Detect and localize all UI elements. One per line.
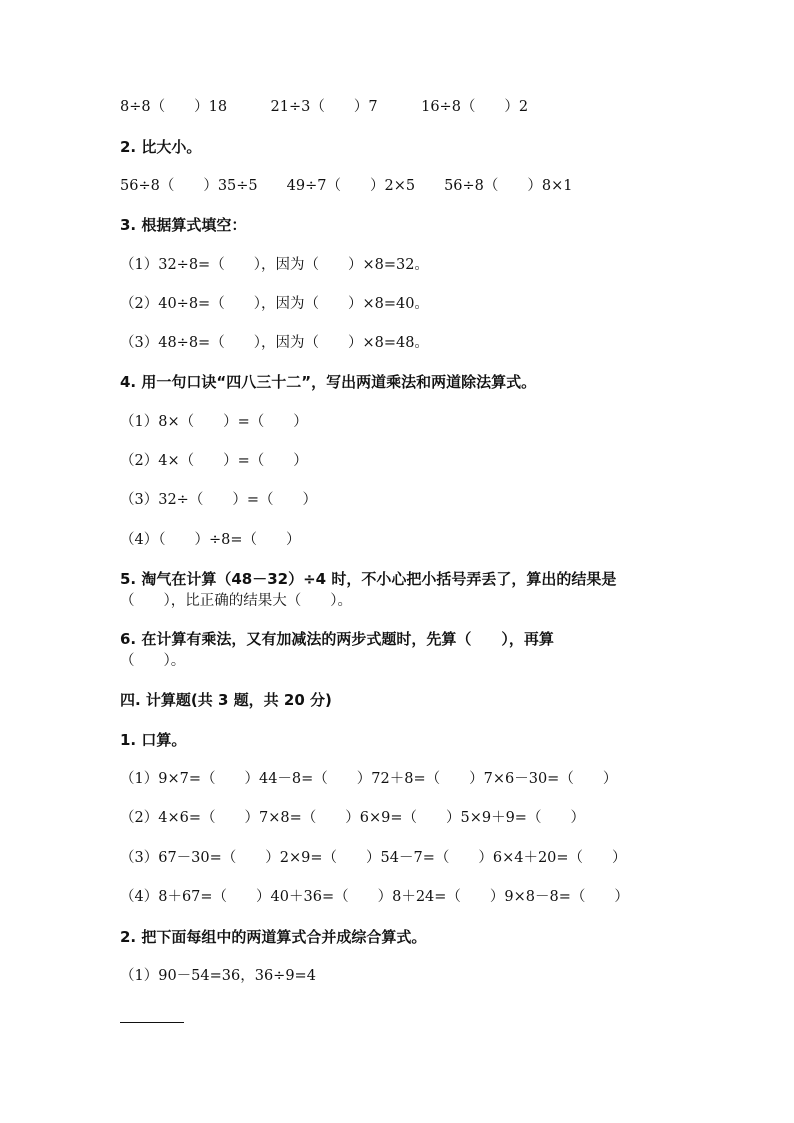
question-6-line-1: 6. 在计算有乘法，又有加减法的两步式题时，先算（ ），再算 (120, 630, 554, 648)
calc-row-1: （1）9×7=（ ）44－8=（ ）72＋8=（ ）7×6－30=（ ） (120, 771, 618, 787)
answer-underline (120, 1022, 184, 1023)
calc-row-3: （3）67－30=（ ）2×9=（ ）54－7=（ ）6×4＋20=（ ） (120, 850, 627, 866)
question-2-title: 2. 比大小。 (120, 138, 202, 156)
question-3-item-3: （3）48÷8=（ ），因为（ ）×8=48。 (120, 335, 429, 351)
calc-2-title: 2. 把下面每组中的两道算式合并成综合算式。 (120, 928, 427, 946)
section-4-title: 四. 计算题(共 3 题，共 20 分) (120, 691, 332, 709)
question-4-item-1: （1）8×（ ）=（ ） (120, 414, 308, 430)
question-4-item-2: （2）4×（ ）=（ ） (120, 453, 308, 469)
question-3-item-2: （2）40÷8=（ ），因为（ ）×8=40。 (120, 296, 429, 312)
calc-row-2: （2）4×6=（ ）7×8=（ ）6×9=（ ）5×9＋9=（ ） (120, 810, 585, 826)
line-compare-row-2: 56÷8（ ）35÷5 49÷7（ ）2×5 56÷8（ ）8×1 (120, 178, 573, 194)
question-5-line-2: （ ），比正确的结果大（ ）。 (120, 593, 352, 609)
question-5-line-1: 5. 淘气在计算（48－32）÷4 时，不小心把小括号弄丢了，算出的结果是 (120, 570, 617, 588)
question-3-title: 3. 根据算式填空： (120, 216, 247, 234)
line-compare-row-1: 8÷8（ ）18 21÷3（ ）7 16÷8（ ）2 (120, 99, 529, 115)
question-3-item-1: （1）32÷8=（ ），因为（ ）×8=32。 (120, 257, 429, 273)
calc-row-4: （4）8＋67=（ ）40＋36=（ ）8＋24=（ ）9×8－8=（ ） (120, 889, 629, 905)
question-6-line-2: （ ）。 (120, 653, 186, 669)
question-4-title: 4. 用一句口诀“四八三十二”，写出两道乘法和两道除法算式。 (120, 373, 537, 391)
question-4-item-4: （4）（ ）÷8=（ ） (120, 532, 301, 548)
question-4-item-3: （3）32÷（ ）=（ ） (120, 492, 317, 508)
calc-1-title: 1. 口算。 (120, 731, 187, 749)
calc-2-item-1: （1）90－54=36，36÷9=4 (120, 968, 316, 984)
